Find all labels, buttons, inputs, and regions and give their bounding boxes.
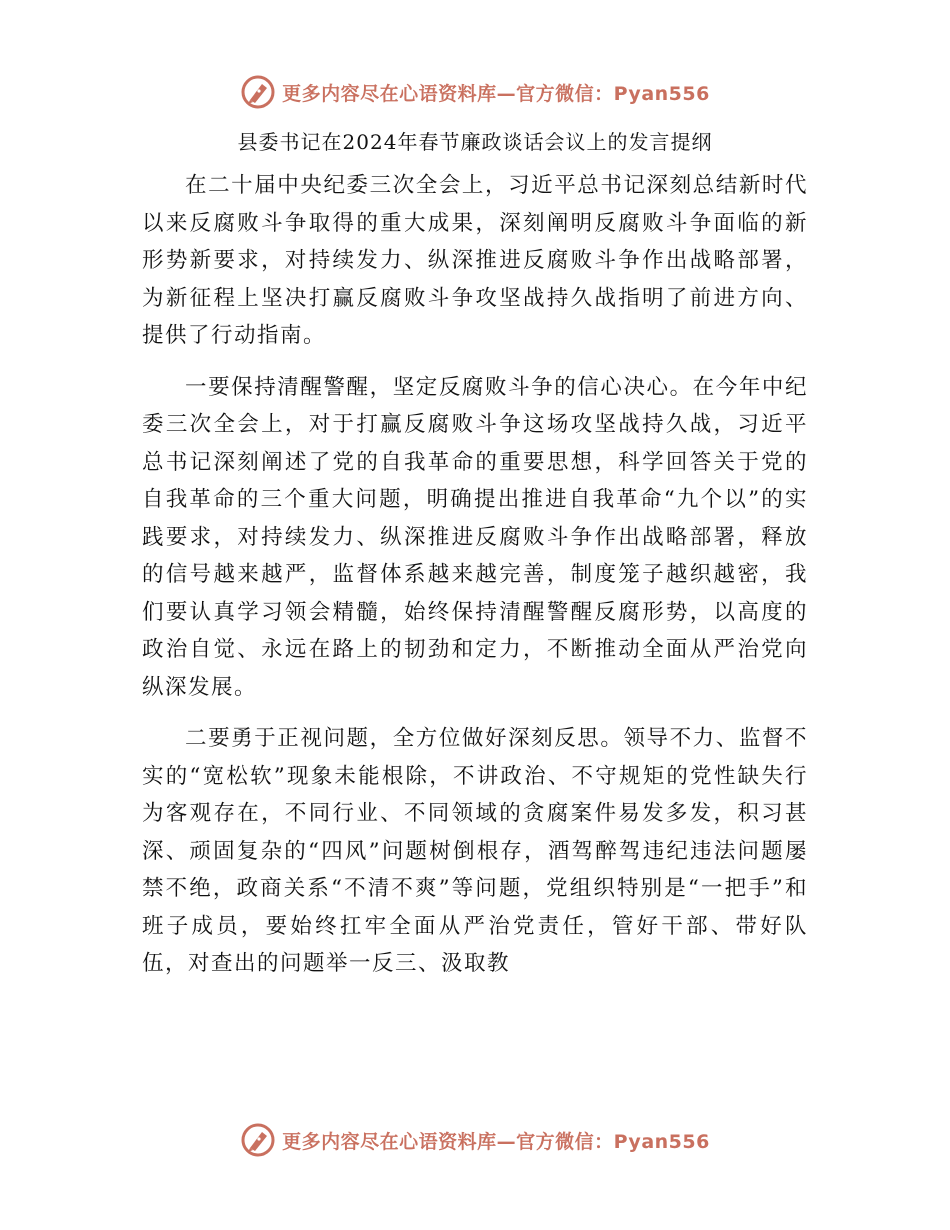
- pen-nib-logo-icon: [240, 74, 276, 110]
- pen-nib-logo-icon: [240, 1122, 276, 1158]
- header-watermark: [0, 72, 950, 112]
- paragraph: 一要保持清醒警醒，坚定反腐败斗争的信心决心。在今年中纪委三次全会上，对于打赢反腐败斗争这场攻坚战持久战，习近平总书记深刻阐述了党的自我革命的重要思想，科学回答关于党的自我革命的三个重大问题，明确提出推进自我革命“九个以”的实践要求，对持续发力、纵深推进反腐败斗争作出战略部署，释放的信号越来越严，监督体系越来越完善，制度笼子越织越密，我们要认真学习领会精髓，始终保持清醒警醒反腐形势，以高度的政治自觉、永远在路上的韧劲和定力，不断推动全面从严治党向纵深发展。: [142, 374, 808, 700]
- document-body: [142, 167, 808, 997]
- watermark-text: 更多内容尽在心语资料库—官方微信：Pyan556: [282, 1130, 710, 1153]
- watermark-text: 更多内容尽在心语资料库—官方微信：Pyan556: [282, 82, 710, 105]
- footer-watermark: [0, 1120, 950, 1160]
- paragraph: 在二十届中央纪委三次全会上，习近平总书记深刻总结新时代以来反腐败斗争取得的重大成果，深刻阐明反腐败斗争面临的新形势新要求，对持续发力、纵深推进反腐败斗争作出战略部署，为新征程上坚决打赢反腐败斗争攻坚战持久战指明了前进方向、提供了行动指南。: [142, 173, 808, 348]
- document-title: 县委书记在2024年春节廉政谈话会议上的发言提纲: [237, 130, 713, 154]
- paragraph: 二要勇于正视问题，全方位做好深刻反思。领导不力、监督不实的“宽松软”现象未能根除，不讲政治、不守规矩的党性缺失行为客观存在，不同行业、不同领域的贪腐案件易发多发，积习甚深、顽固复杂的“四风”问题树倒根存，酒驾醉驾违纪违法问题屡禁不绝，政商关系“不清不爽”等问题，党组织特别是“一把手”和班子成员，要始终扛牢全面从严治党责任，管好干部、带好队伍，对查出的问题举一反三、汲取教: [142, 726, 808, 976]
